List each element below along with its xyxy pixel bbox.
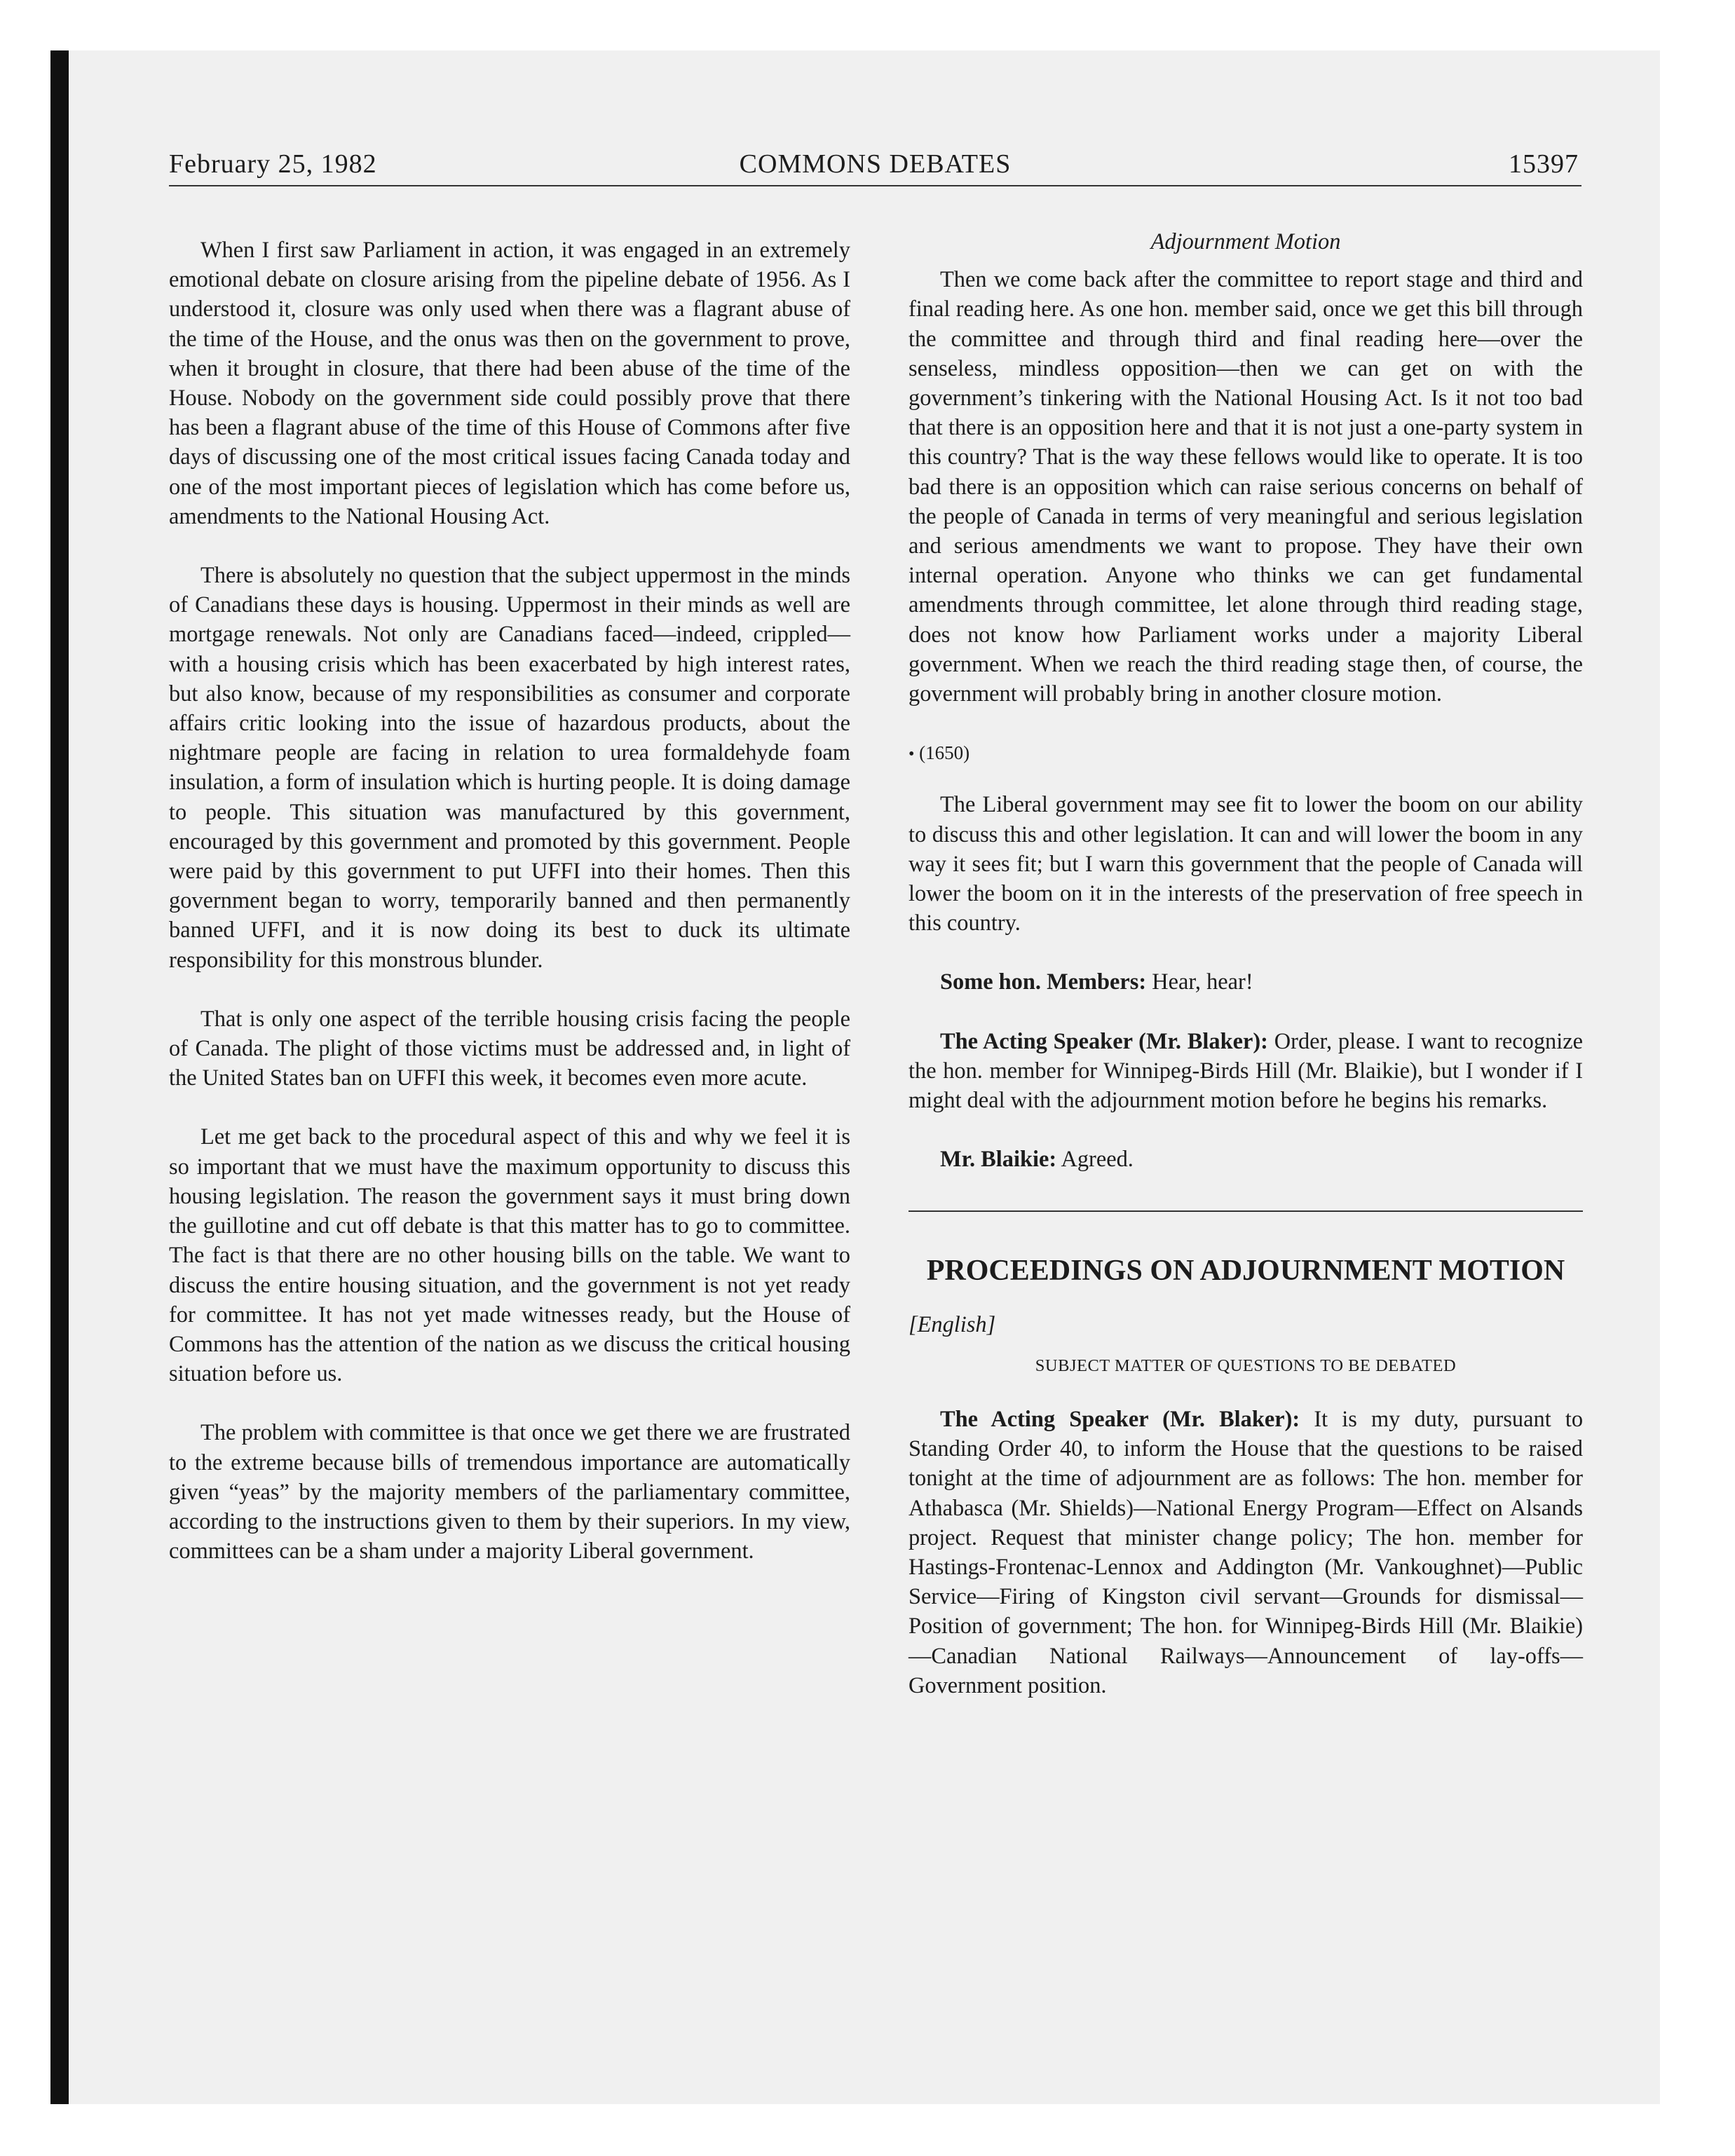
paragraph: Then we come back after the committee to report stage and third and final reading here. As one hon. member said, once we get this bill through the committee and through third and final reading here—over the senseless, mindless opposition—then we can get on with the government’s tinkering with the National Housing Act. Is it not too bad that there is an opposition here and that it is not just a one-party system in this country? That is the way these fellows would like to operate. It is too bad there is an opposition which can raise serious concerns on behalf of the people of Canada in terms of very meaningful and serious legislation and serious amendments we want to propose. They have their own internal operation. Anyone who thinks we can get fundamental amendments through committee, let alone through third reading stage, does not know how Parliament works under a majority Liberal government. When we reach the third reading stage then, of course, the government will probably bring in another closure motion. [909, 267, 1583, 707]
speaker-name: Mr. Blaikie: [940, 1147, 1057, 1173]
speech-acting-speaker [909, 1405, 1583, 1700]
time-stamp: (1650) [919, 742, 970, 764]
speech-text: It is my duty, pursuant to Standing Order 40, to inform the House that the questions to be raised tonight at the time of adjournment are as follows: The hon. member for Athabasca (Mr. Shields)—National Energy Program—Effect on Alsands project. Request that minister change policy; The hon. member for Hastings-Frontenac-Lennox and Addington (Mr. Vankoughnet)—Public Service—Firing of Kingston civil servant—Grounds for dismissal—Position of government; The hon. for Winnipeg-Birds Hill (Mr. Blaikie)—Canadian National Railways—Announcement of lay-offs—Government position. [909, 1406, 1584, 1698]
speech-text: Agreed. [1056, 1147, 1134, 1173]
header-publication: COMMONS DEBATES [739, 149, 1012, 179]
paragraph: The problem with committee is that once we get there we are frustrated to the extreme because bills of tremendous importance are automatically given “yeas” by the majority members of the parliamentary committee, according to the instructions given to them by their superiors. In my view, committees can be a sham under a majority Liberal government. [169, 1420, 850, 1564]
header-date: February 25, 1982 [169, 149, 377, 179]
time-marker [909, 738, 1583, 769]
right-column [909, 198, 1583, 1700]
speech-blaikie [909, 1145, 1583, 1174]
paragraph: Let me get back to the procedural aspect of this and why we feel it is so important that we must have the maximum opportunity to discuss this housing legislation. The reason the government says it must bring down the guillotine and cut off debate is that this matter has to go to committee. The fact is that there are no other housing bills on the table. We want to discuss the entire housing situation, and the government is not yet ready for committee. It has not yet made witnesses ready, but the House of Commons has the attention of the nation as we discuss the critical housing situation before us. [169, 1124, 850, 1387]
paragraph: When I first saw Parliament in action, it was engaged in an extremely emotional debate on closure arising from the pipeline debate of 1956. As I understood it, closure was only used when there was a flagrant abuse of the time of the House, and the onus was then on the government to prove, when it brought in closure, that there had been abuse of the time of the House. Nobody on the government side could possibly prove that there has been a flagrant abuse of the time of this House of Commons after five days of discussing one of the most critical issues facing Canada today and one of the most important pieces of legislation which has come before us, amendments to the National Housing Act. [169, 238, 850, 529]
subject-heading: SUBJECT MATTER OF QUESTIONS TO BE DEBATED [1035, 1356, 1457, 1375]
speaker-name: The Acting Speaker (Mr. Blaker): [940, 1406, 1300, 1432]
scan-border [50, 50, 69, 2104]
speech-text: Order, please. I want to recognize the hon. member for Winnipeg-Birds Hill (Mr. Blaikie), but I wonder if I might deal with the adjournment motion before he begins his remarks. [909, 1028, 1584, 1114]
bullet-icon: • [909, 745, 915, 764]
speech-interjection [909, 967, 1583, 997]
page-header [169, 146, 1581, 186]
paragraph: There is absolutely no question that the subject uppermost in the minds of Canadians these days is housing. Uppermost in their minds as well are mortgage renewals. Not only are Canadians faced—indeed, crippled—with a housing crisis which has been exacerbated by high interest rates, but also know, because of my responsibilities as consumer and corporate affairs critic looking into the issue of hazardous products, about the nightmare people are facing in relation to urea formaldehyde foam insulation, a form of insulation which is hurting people. It is doing damage to people. This situation was manufactured by this government, encouraged by this government and promoted by this government. People were paid by this government to put UFFI into their homes. Then this government began to worry, temporarily banned and then permanently banned UFFI, and it is now doing its best to duck its ultimate responsibility for this monstrous blunder. [169, 563, 850, 973]
speaker-name: The Acting Speaker (Mr. Blaker): [940, 1028, 1268, 1054]
speech-text: Hear, hear! [1146, 969, 1253, 995]
section-divider [909, 1210, 1583, 1212]
speech-acting-speaker [909, 1027, 1583, 1116]
paragraph: The Liberal government may see fit to lower the boom on our ability to discuss this and other legislation. It can and will lower the boom in any way it sees fit; but I warn this government that the people of Canada will lower the boom on it in the interests of the preservation of free speech in this country. [909, 792, 1583, 936]
section-heading: PROCEEDINGS ON ADJOURNMENT MOTION [926, 1255, 1565, 1288]
left-column [169, 198, 850, 1566]
header-page-number: 15397 [1509, 149, 1579, 179]
paragraph: That is only one aspect of the terrible housing crisis facing the people of Canada. The plight of those victims must be addressed and, in light of the United States ban on UFFI this week, it becomes even more acute. [169, 1006, 850, 1091]
running-head: Adjournment Motion [1150, 229, 1341, 254]
language-tag: [English] [909, 1312, 996, 1338]
speaker-name: Some hon. Members: [940, 969, 1147, 995]
